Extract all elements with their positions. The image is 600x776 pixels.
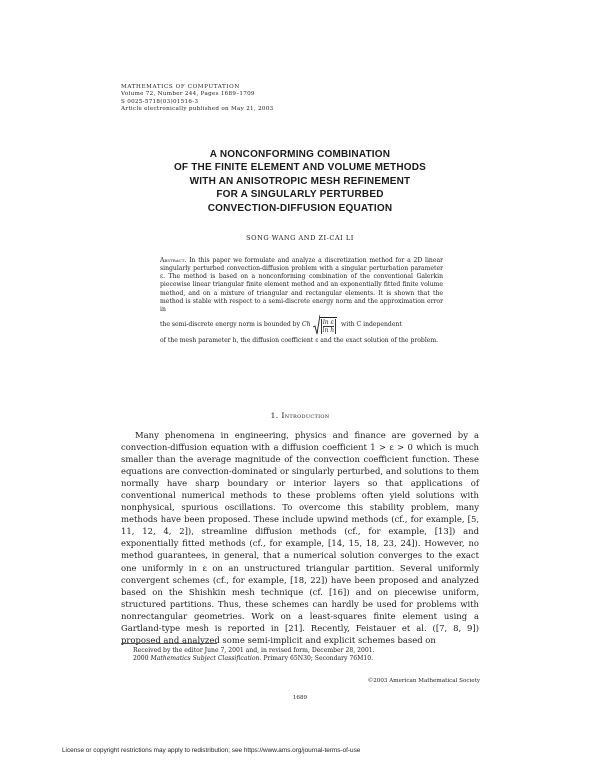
- journal-volume: Volume 72, Number 244, Pages 1689–1709: [121, 91, 255, 98]
- abstract-text-1: In this paper we formulate and analyze a discretization method for a 2D linear singularly perturbed convection-diffusion problem with a singular perturbation parameter ε. The method is based on a nonconforming combination of the conventional Galerkin piecewise linear triangular finite element method and an exponentially fitted finite volume method, and on a mixture of triangular and rectangular elements. It is shown that the method is stable with respect to a semi-discrete energy norm and the approximation error in: [160, 257, 444, 313]
- abstract-math-line: [160, 315, 443, 335]
- journal-issn: S 0025-5718(03)01516-3: [121, 98, 199, 105]
- title-line-4: FOR A SINGULARLY PERTURBED: [216, 189, 384, 201]
- title-line-2: OF THE FINITE ELEMENT AND VOLUME METHODS: [173, 162, 427, 174]
- license-footer: License or copyright restrictions may apply to redistribution; see https://www.ams.org/journal-terms-of-use: [62, 747, 361, 754]
- abstract-text-2-post: with C independent: [341, 321, 402, 329]
- journal-name: MATHEMATICS OF COMPUTATION: [121, 84, 240, 90]
- footnote-received: Received by the editor June 7, 2001 and, in revised form, December 28, 2001.: [133, 647, 375, 654]
- title-line-1: A NONCONFORMING COMBINATION: [209, 149, 391, 160]
- abstract-para-1: [160, 257, 443, 314]
- math-ch: Ch: [301, 321, 311, 329]
- journal-header: [121, 84, 274, 114]
- frac-numerator: ln ε: [322, 318, 334, 326]
- abstract-label: Abstract.: [160, 257, 187, 264]
- abstract-text-2-pre: the semi-discrete energy norm is bounded by: [160, 321, 301, 329]
- section-title: Introduction: [281, 411, 330, 420]
- body-text: [121, 429, 479, 646]
- msc-label: Mathematics Subject Classification.: [150, 655, 262, 663]
- title-line-5: CONVECTION-DIFFUSION EQUATION: [207, 202, 393, 214]
- footnote-msc: [121, 655, 375, 663]
- sqrt-radicand: [320, 317, 338, 334]
- abstract-text-3: of the mesh parameter h, the diffusion coefficient ε and the exact solution of the problem.: [160, 337, 439, 345]
- intro-paragraph: Many phenomena in engineering, physics and finance are governed by a convection-diffusion equation with a diffusion coefficient 1 > ε > 0 which is much smaller than the average magnitude of the convection coefficient function. These equations are convection-dominated or singularly perturbed, and solutions to them normally have sharp boundary or interior layers so that applications of conventional numerical methods to these problems often yield solutions with nonphysical, spurious oscillations. To overcome this stability problem, many methods have been proposed. These include upwind methods (cf., for example, [5, 11, 12, 4, 2]), streamline diffusion methods (cf., for example, [13]) and exponentially fitted methods (cf., for example, [14, 15, 18, 23, 24]). However, no method guarantees, in general, that a numerical solution converges to the exact one uniformly in ε on an unstructured triangular partition. Several uniformly convergent schemes (cf., for example, [18, 22]) have been proposed and analyzed based on the Shishkin mesh technique (cf. [16]) and on piecewise uniform, structured partitions. Thus, these schemes can hardly be used for problems with nonrectangular geometries. Work on a least-squares finite element using a Gartland-type mesh is reported in [21]. Recently, Feistauer et al. ([7, 8, 9]) proposed and analyzed some semi-implicit and explicit schemes based on: [121, 430, 479, 645]
- sqrt-expression: [313, 315, 338, 335]
- footnotes: [121, 643, 375, 663]
- msc-codes: Primary 65N30; Secondary 76M10.: [263, 655, 374, 663]
- copyright-notice: ©2003 American Mathematical Society: [367, 678, 480, 684]
- page-number: 1689: [292, 695, 308, 701]
- journal-published: Article electronically published on May 21, 2003: [121, 106, 274, 113]
- abs-fraction: [321, 319, 337, 334]
- footnote-separator: [121, 643, 217, 644]
- msc-year: 2000: [133, 655, 149, 663]
- abstract: [160, 257, 443, 345]
- sqrt-sign-icon: [313, 315, 320, 335]
- frac-denominator: ln h: [322, 326, 335, 334]
- section-heading: [120, 411, 480, 420]
- paper-title: [120, 148, 480, 215]
- section-number: 1.: [270, 411, 279, 420]
- title-line-3: WITH AN ANISOTROPIC MESH REFINEMENT: [189, 175, 411, 187]
- authors: SONG WANG AND ZI-CAI LI: [246, 234, 354, 242]
